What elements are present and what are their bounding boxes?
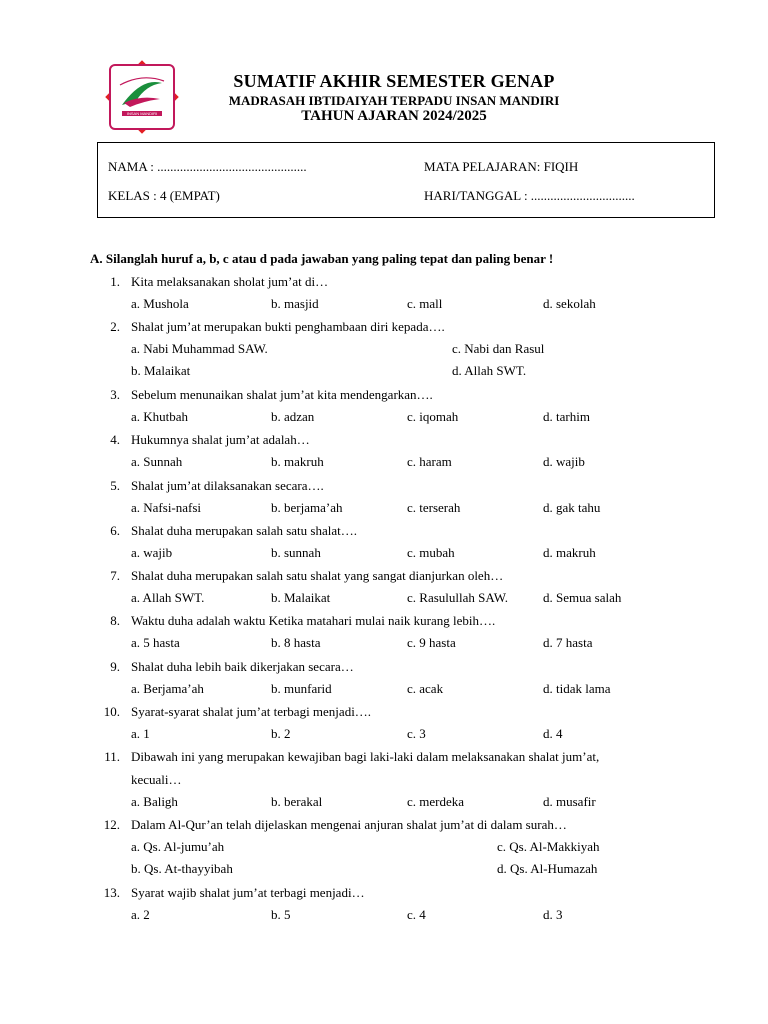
question-text: Shalat jum’at dilaksanakan secara…. <box>131 478 324 493</box>
answer-option[interactable]: b. Malaikat <box>131 363 191 378</box>
answer-option[interactable]: c. 4 <box>407 907 426 922</box>
answer-option[interactable]: a. Mushola <box>131 296 189 311</box>
answer-option[interactable]: c. terserah <box>407 500 461 515</box>
school-name: MADRASAH IBTIDAIYAH TERPADU INSAN MANDIRI <box>228 93 560 108</box>
answer-option[interactable]: c. mubah <box>407 545 455 560</box>
answer-option[interactable]: b. berakal <box>271 794 323 809</box>
question-number: 10. <box>103 704 120 719</box>
question-text: Waktu duha adalah waktu Ketika matahari mulai naik kurang lebih…. <box>131 613 496 628</box>
name-field[interactable]: NAMA : .............................................. <box>108 159 307 174</box>
answer-option[interactable]: d. 4 <box>543 726 563 741</box>
student-identity-box <box>97 142 715 218</box>
answer-option[interactable]: a. Baligh <box>131 794 178 809</box>
answer-option[interactable]: d. wajib <box>543 454 585 469</box>
answer-option[interactable]: b. masjid <box>271 296 319 311</box>
question-number: 1. <box>110 274 120 289</box>
answer-option[interactable]: a. Khutbah <box>131 409 189 424</box>
answer-option[interactable]: a. Nafsi-nafsi <box>131 500 202 515</box>
answer-option[interactable]: d. tarhim <box>543 409 590 424</box>
answer-option[interactable]: b. 8 hasta <box>271 635 321 650</box>
question-number: 6. <box>110 523 120 538</box>
question-number: 12. <box>103 817 120 832</box>
question-number: 5. <box>110 478 120 493</box>
question-text: Sebelum menunaikan shalat jum’at kita mendengarkan…. <box>131 387 433 402</box>
question-text: Dibawah ini yang merupakan kewajiban bagi laki-laki dalam melaksanakan shalat jum’at, <box>131 749 600 764</box>
question-text: Syarat wajib shalat jum’at terbagi menjadi… <box>131 885 365 900</box>
answer-option[interactable]: b. Malaikat <box>271 590 331 605</box>
question-text-continued: kecuali… <box>131 772 182 787</box>
answer-option[interactable]: a. 2 <box>131 907 150 922</box>
answer-option[interactable]: c. 9 hasta <box>407 635 456 650</box>
answer-option[interactable]: b. 2 <box>271 726 291 741</box>
question-text: Shalat jum’at merupakan bukti penghambaan diri kepada…. <box>131 319 445 334</box>
answer-option[interactable]: a. Nabi Muhammad SAW. <box>131 341 268 356</box>
answer-option[interactable]: a. Qs. Al-jumu’ah <box>131 839 225 854</box>
answer-option[interactable]: d. sekolah <box>543 296 596 311</box>
date-field[interactable]: HARI/TANGGAL : ................................ <box>424 188 635 203</box>
school-logo <box>100 55 184 139</box>
question-text: Syarat-syarat shalat jum’at terbagi menjadi…. <box>131 704 372 719</box>
answer-option[interactable]: d. Semua salah <box>543 590 622 605</box>
answer-option[interactable]: c. acak <box>407 681 444 696</box>
answer-option[interactable]: a. 1 <box>131 726 150 741</box>
academic-year: TAHUN AJARAN 2024/2025 <box>301 108 487 124</box>
question-text: Shalat duha lebih baik dikerjakan secara… <box>131 659 354 674</box>
answer-option[interactable]: a. Allah SWT. <box>131 590 205 605</box>
answer-option[interactable]: d. Qs. Al-Humazah <box>497 861 598 876</box>
answer-option[interactable]: a. wajib <box>131 545 173 560</box>
question-number: 4. <box>110 432 120 447</box>
answer-option[interactable]: b. sunnah <box>271 545 321 560</box>
answer-option[interactable]: c. haram <box>407 454 452 469</box>
question-text: Kita melaksanakan sholat jum’at di… <box>131 274 329 289</box>
subject-field: MATA PELAJARAN: FIQIH <box>424 159 579 174</box>
answer-option[interactable]: a. Berjama’ah <box>131 681 204 696</box>
exam-title: SUMATIF AKHIR SEMESTER GENAP <box>233 71 555 91</box>
instruction: A. Silanglah huruf a, b, c atau d pada jawaban yang paling tepat dan paling benar ! <box>90 251 554 266</box>
class-field: KELAS : 4 (EMPAT) <box>108 188 220 203</box>
answer-option[interactable]: d. musafir <box>543 794 596 809</box>
answer-option[interactable]: b. berjama’ah <box>271 500 343 515</box>
question-number: 11. <box>104 749 120 764</box>
answer-option[interactable]: c. iqomah <box>407 409 459 424</box>
answer-option[interactable]: c. Qs. Al-Makkiyah <box>497 839 600 854</box>
question-number: 7. <box>110 568 120 583</box>
answer-option[interactable]: c. merdeka <box>407 794 465 809</box>
question-text: Shalat duha merupakan salah satu shalat yang sangat dianjurkan oleh… <box>131 568 504 583</box>
answer-option[interactable]: d. makruh <box>543 545 596 560</box>
answer-option[interactable]: d. tidak lama <box>543 681 611 696</box>
question-text: Hukumnya shalat jum’at adalah… <box>131 432 310 447</box>
answer-option[interactable]: d. Allah SWT. <box>452 363 527 378</box>
answer-option[interactable]: b. makruh <box>271 454 324 469</box>
answer-option[interactable]: c. Rasulullah SAW. <box>407 590 509 605</box>
question-text: Dalam Al-Qur’an telah dijelaskan mengenai anjuran shalat jum’at di dalam surah… <box>131 817 567 832</box>
question-text: Shalat duha merupakan salah satu shalat…. <box>131 523 357 538</box>
answer-option[interactable]: c. 3 <box>407 726 426 741</box>
question-number: 13. <box>103 885 120 900</box>
answer-option[interactable]: c. mall <box>407 296 443 311</box>
question-number: 9. <box>110 659 120 674</box>
answer-option[interactable]: d. 7 hasta <box>543 635 593 650</box>
answer-option[interactable]: b. munfarid <box>271 681 332 696</box>
answer-option[interactable]: b. 5 <box>271 907 291 922</box>
answer-option[interactable]: b. adzan <box>271 409 315 424</box>
question-number: 3. <box>110 387 120 402</box>
answer-option[interactable]: b. Qs. At-thayyibah <box>131 861 233 876</box>
svg-text:INSAN MANDIRI: INSAN MANDIRI <box>126 111 158 116</box>
answer-option[interactable]: d. gak tahu <box>543 500 601 515</box>
question-number: 8. <box>110 613 120 628</box>
answer-option[interactable]: a. Sunnah <box>131 454 183 469</box>
answer-option[interactable]: a. 5 hasta <box>131 635 180 650</box>
answer-option[interactable]: d. 3 <box>543 907 563 922</box>
answer-option[interactable]: c. Nabi dan Rasul <box>452 341 545 356</box>
question-number: 2. <box>110 319 120 334</box>
